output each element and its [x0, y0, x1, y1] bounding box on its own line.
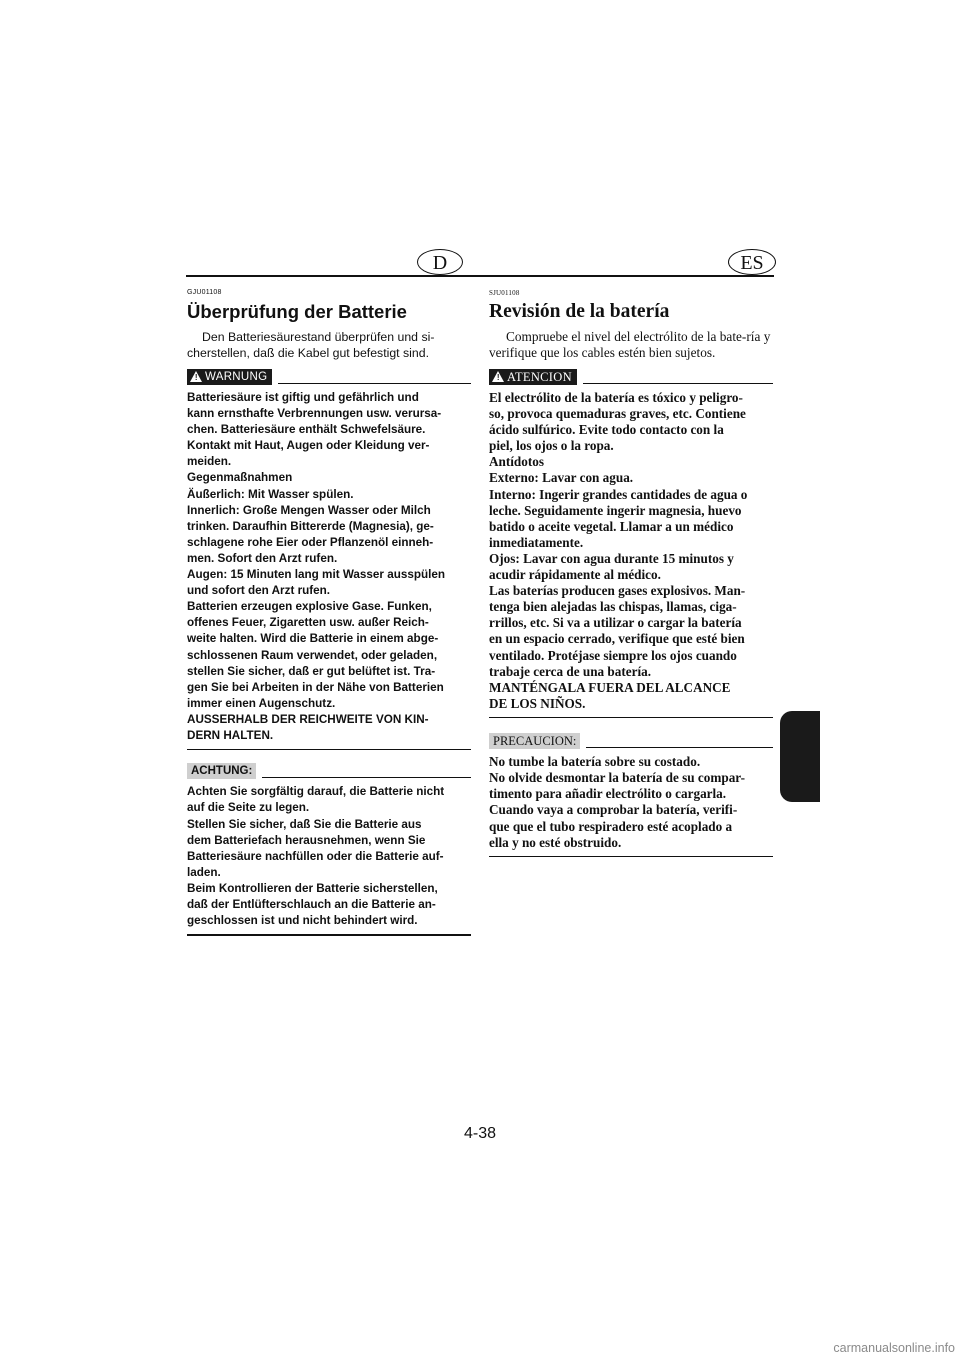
intro-paragraph: Compruebe el nivel del electrólito de la bate-ría y verifique que los cables estén bien sujetos.	[489, 329, 771, 360]
text-line: ventilado. Protéjase siempre los ojos cuando	[489, 647, 737, 663]
text-line: geschlossen ist und nicht behindert wird.	[187, 914, 418, 928]
warning-header	[489, 368, 773, 385]
text-line: ácido sulfúrico. Evite todo contacto con la	[489, 422, 724, 438]
text-line: Batteriesäure ist giftig und gefährlich und	[187, 391, 419, 404]
text-line: meiden.	[187, 455, 232, 469]
warning-rule	[278, 383, 471, 384]
text-line: que que el tubo respiradero esté acoplado a	[489, 818, 733, 834]
warning-triangle-icon: !	[492, 371, 504, 382]
warning-rule	[583, 383, 773, 384]
text-line: Interno: Ingerir grandes cantidades de agua o	[489, 486, 748, 502]
text-line: No olvide desmontar la batería de su compar-	[489, 770, 746, 786]
text-line: leche. Seguidamente ingerir magnesia, huevo	[489, 502, 742, 518]
text-line: Antídotos	[489, 454, 544, 470]
header-rule	[186, 275, 774, 277]
text-line: Gegenmaßnahmen	[187, 471, 293, 485]
text-line: auf die Seite zu legen.	[187, 801, 310, 815]
section-code: GJU01108	[187, 289, 222, 296]
warning-triangle-icon: !	[190, 371, 202, 382]
warning-text	[489, 390, 773, 712]
text-line: MANTÉNGALA FUERA DEL ALCANCE	[489, 679, 731, 695]
chapter-tab	[780, 711, 820, 802]
text-line: Augen: 15 Minuten lang mit Wasser ausspülen	[187, 568, 446, 582]
warning-badge	[489, 369, 577, 385]
text-line: Batterien erzeugen explosive Gase. Funken,	[187, 600, 432, 614]
language-header	[0, 249, 960, 275]
text-line: schlossenen Raum verwendet, oder geladen,	[187, 648, 438, 662]
caution-text	[187, 784, 471, 929]
caution-badge: ACHTUNG:	[187, 763, 256, 779]
caution-header	[187, 762, 471, 779]
text-line: weite halten. Wird die Batterie in einem abge-	[187, 632, 439, 646]
text-line: immer einen Augenschutz.	[187, 696, 336, 710]
text-line: El electrólito de la batería es tóxico y peligro-	[489, 390, 743, 405]
warning-label: ATENCION	[507, 369, 572, 384]
text-line: offenes Feuer, Zigaretten usw. außer Reich-	[187, 616, 429, 630]
text-line: trabaje cerca de una batería.	[489, 663, 651, 679]
text-line: Achten Sie sorgfältig darauf, die Batterie nicht	[187, 785, 445, 799]
text-line: en un espacio cerrado, verifique que esté bien	[489, 631, 745, 647]
warning-text	[187, 390, 471, 744]
warning-label: WARNUNG	[205, 370, 268, 383]
text-line: DE LOS NIÑOS.	[489, 695, 586, 711]
intro-paragraph: Den Batteriesäurestand überprüfen und si-cherstellen, daß die Kabel gut befestigt sind.	[187, 330, 435, 360]
caution-end-rule	[489, 856, 773, 857]
text-line: Stellen Sie sicher, daß Sie die Batterie aus	[187, 817, 422, 831]
german-column	[187, 289, 471, 936]
text-line: schlagene rohe Eier oder Pflanzenöl einneh-	[187, 535, 434, 549]
text-line: trinken. Daraufhin Bittererde (Magnesia), ge-	[187, 519, 434, 533]
text-line: Kontakt mit Haut, Augen oder Kleidung ver-	[187, 439, 430, 453]
language-badge-german: D	[417, 249, 463, 275]
caution-rule	[262, 777, 471, 778]
text-line: inmediatamente.	[489, 534, 584, 550]
text-line: ella y no esté obstruido.	[489, 834, 622, 850]
text-line: batido o aceite vegetal. Llamar a un médico	[489, 518, 734, 534]
warning-badge	[187, 369, 272, 385]
text-line: timento para añadir electrólito o cargarla.	[489, 786, 727, 802]
text-line: Ojos: Lavar con agua durante 15 minutos y	[489, 550, 734, 566]
text-line: gen Sie bei Arbeiten in der Nähe von Batterien	[187, 680, 444, 694]
watermark-link[interactable]: carmanualsonline.info	[833, 1341, 955, 1355]
text-line: acudir rápidamente al médico.	[489, 567, 661, 583]
section-title: Revisión de la batería	[489, 301, 670, 322]
text-line: kann ernsthafte Verbrennungen usw. verursa-	[187, 407, 442, 421]
text-line: so, provoca quemaduras graves, etc. Contiene	[489, 406, 746, 422]
caution-header	[489, 732, 773, 749]
text-line: DERN HALTEN.	[187, 728, 274, 742]
text-line: Las baterías producen gases explosivos. Man-	[489, 583, 746, 599]
text-line: rrillos, etc. Si va a utilizar o cargar la batería	[489, 615, 742, 631]
text-line: Batteriesäure nachfüllen oder die Batterie auf-	[187, 849, 444, 863]
text-line: Cuando vaya a comprobar la batería, verifi-	[489, 802, 738, 818]
text-line: laden.	[187, 865, 221, 879]
warning-header	[187, 368, 471, 385]
language-badge-spanish: ES	[728, 249, 776, 275]
text-line: und sofort den Arzt rufen.	[187, 584, 331, 598]
text-line: No tumbe la batería sobre su costado.	[489, 754, 701, 770]
text-line: Externo: Lavar con agua.	[489, 470, 634, 486]
text-line: chen. Batteriesäure enthält Schwefelsäure.	[187, 423, 426, 437]
caution-rule	[586, 747, 773, 748]
page-number: 4-38	[463, 1125, 497, 1142]
text-line: Äußerlich: Mit Wasser spülen.	[187, 487, 354, 501]
caution-end-rule	[187, 934, 471, 935]
section-title: Überprüfung der Batterie	[187, 301, 407, 322]
text-line: Beim Kontrollieren der Batterie sicherstellen,	[187, 881, 438, 895]
text-line: dem Batteriefach herausnehmen, wenn Sie	[187, 833, 426, 847]
text-line: men. Sofort den Arzt rufen.	[187, 551, 338, 565]
text-line: daß der Entlüfterschlauch an die Batterie an-	[187, 898, 436, 912]
caution-badge: PRECAUCION:	[489, 733, 580, 749]
section-code: SJU01108	[489, 289, 520, 297]
spanish-column	[489, 289, 773, 857]
text-line: AUSSERHALB DER REICHWEITE VON KIN-	[187, 712, 429, 726]
text-line: stellen Sie sicher, daß er gut belüftet ist. Tra-	[187, 664, 436, 678]
caution-text	[489, 754, 773, 851]
text-line: piel, los ojos o la ropa.	[489, 438, 614, 454]
text-line: Innerlich: Große Mengen Wasser oder Milch	[187, 503, 431, 517]
text-line: tenga bien alejadas las chispas, llamas, ciga-	[489, 599, 737, 615]
